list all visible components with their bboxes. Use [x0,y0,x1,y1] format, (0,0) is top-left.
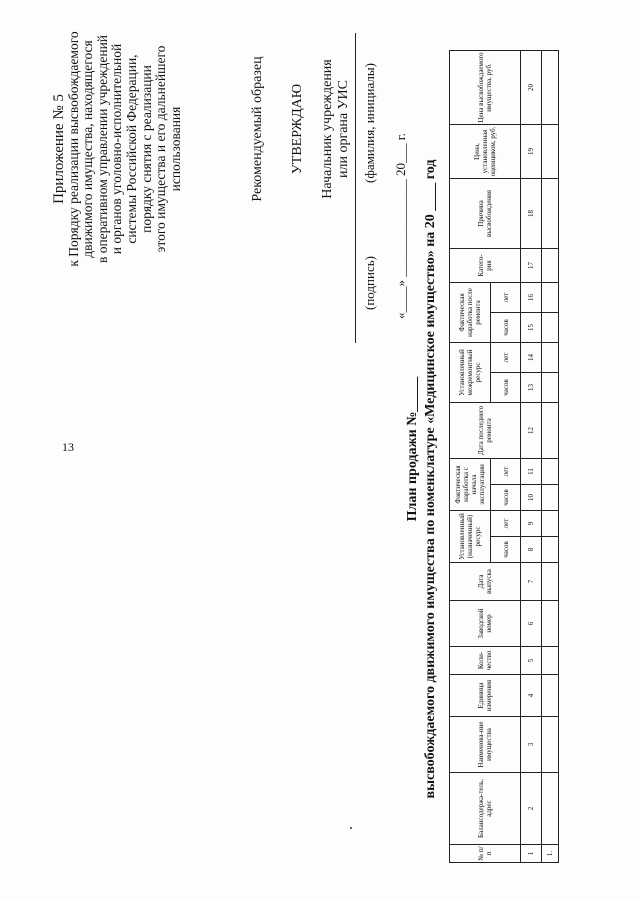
header-cell: Наименова-ние имущества [450,717,521,773]
column-number: 4 [520,675,541,717]
head-line-2: или органа УИС [336,80,351,178]
header-cell: Коли-чество [450,647,521,675]
appendix-line: к Порядку реализации высвобождаемого [65,31,81,267]
header-cell: Установленный межремонтный ресурс [450,342,491,402]
column-number: 10 [520,485,541,511]
subheader-cell: часов [491,312,520,342]
header-cell: Фактическая наработка с начала эксплуатации [450,458,491,510]
header-cell: № п/п [450,845,521,863]
appendix-line: использования [167,106,183,192]
appendix-line: движимого имущества, находящегося [80,40,96,258]
header-cell: Балансодержа-тель, адрес [450,773,521,845]
table-cell [541,647,558,675]
column-numbers-row [520,50,541,862]
table-cell [541,601,558,647]
column-number: 9 [520,511,541,537]
approve-label: УТВЕРЖДАЮ [290,83,305,175]
subheader-cell: часов [491,485,520,511]
table-cell [541,537,558,563]
header-cell: Дата последнего ремонта [450,402,521,458]
appendix-line: в оперативном управлении учреждений [94,34,110,264]
column-number: 17 [520,248,541,282]
header-cell: Фактическая наработка после ремонта [450,282,491,342]
appendix-line: порядку снятия с реализации [138,65,154,233]
subheader-cell: лет [491,342,520,372]
column-number: 5 [520,647,541,675]
subheader-cell: часов [491,537,520,563]
table-cell [541,563,558,601]
column-number: 11 [520,458,541,484]
header-cell: Цена высвобождаемого имущества, руб. [450,50,521,124]
table-cell: 1. [541,845,558,863]
page-number: 13 [62,440,74,454]
table-cell [541,312,558,342]
column-number: 12 [520,402,541,458]
table-cell [541,773,558,845]
header-cell: Дата выпуска [450,563,521,601]
column-number: 16 [520,282,541,312]
column-number: 20 [520,50,541,124]
subheader-cell: лет [491,282,520,312]
plan-title: План продажи №_____ [405,376,420,522]
header-cell: Единица измерения [450,675,521,717]
table-cell [541,282,558,312]
signature-line [355,33,356,343]
header-cell: Цена, установленная оценщиком, руб. [450,124,521,178]
sale-plan-table [449,50,559,863]
subheader-cell: лет [491,458,520,484]
column-number: 19 [520,124,541,178]
column-number: 15 [520,312,541,342]
head-line-1: Начальник учреждения [320,59,335,199]
sample-label: Рекомендуемый образец [250,56,265,202]
table-cell [541,402,558,458]
column-number: 1 [520,845,541,863]
head-position [320,0,352,259]
table-cell [541,511,558,537]
appendix-line: этого имущества и его дальнейшего [153,45,169,253]
header-cell: Заводской номер [450,601,521,647]
approval-date: «____» _______________ 20___ г. [393,133,408,319]
table-cell [541,342,558,372]
table-header-row [450,50,491,862]
appendix-title: Приложение № 5 [51,94,67,204]
column-number: 8 [520,537,541,563]
header-cell: Установленный (назначенный) ресурс [450,511,491,563]
appendix-line: и органов уголовно-исполнительной [109,43,125,255]
table-cell [541,124,558,178]
name-hint: (фамилия, инициалы) [362,63,377,183]
table-cell [541,458,558,484]
column-number: 2 [520,773,541,845]
table-row [541,50,558,862]
subheader-cell: часов [491,372,520,402]
table-cell [541,717,558,773]
table-cell [541,178,558,248]
table-cell [541,675,558,717]
appendix-line: системы Российской Федерации, [123,54,139,244]
table-cell [541,50,558,124]
table-cell [541,485,558,511]
subheader-cell: лет [491,511,520,537]
plan-subtitle: высвобождаемого движимого имущества по номенклатуре «Медицинское имущество» на 20 ____ год [423,159,438,799]
column-number: 18 [520,178,541,248]
column-number: 14 [520,342,541,372]
table-cell [541,372,558,402]
column-number: 6 [520,601,541,647]
column-number: 7 [520,563,541,601]
header-cell: Причина высвобождения [450,178,521,248]
column-number: 3 [520,717,541,773]
signature-hint: (подпись) [362,256,377,310]
column-number: 13 [520,372,541,402]
header-cell: Катего-рия [450,248,521,282]
table-cell [541,248,558,282]
appendix-block [52,11,183,287]
